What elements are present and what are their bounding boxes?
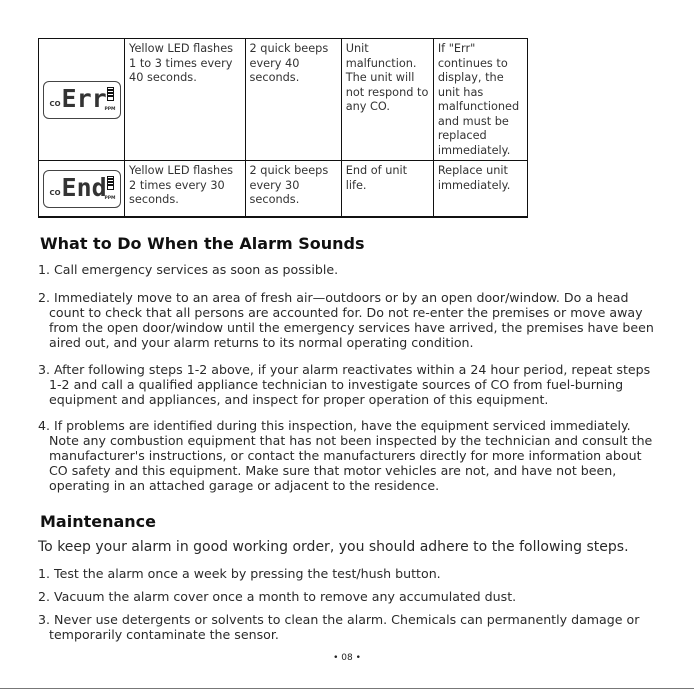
maintenance-step-3: 3. Never use detergents or solvents to clean the alarm. Chemicals can permanently damage or temporarily contaminate the sensor. (38, 612, 640, 642)
meaning-cell: End of unit life. (341, 161, 433, 218)
lcd-end-display-icon (43, 170, 121, 208)
table-row (39, 39, 528, 161)
maintenance-step-1: 1. Test the alarm once a week by pressing the test/hush button. (38, 566, 441, 581)
display-cell (39, 39, 125, 161)
battery-icon (107, 176, 114, 190)
display-cell (39, 161, 125, 218)
meaning-cell: Unit malfunction. The unit will not respond to any CO. (341, 39, 433, 161)
maintenance-intro: To keep your alarm in good working order, you should adhere to the following steps. (38, 539, 629, 555)
battery-icon (107, 87, 114, 101)
alarm-step-2: 2. Immediately move to an area of fresh air—outdoors or by an open door/window. Do a head count to check that all persons are accounted for. Do not re-enter the premises or move away from the open door/window until the emergency services have arrived, the premises have been aired out, and your alarm returns to its normal operating condition. (38, 290, 654, 350)
alarm-step-3: 3. After following steps 1-2 above, if your alarm reactivates within a 24 hour period, repeat steps 1-2 and call a qualified appliance technician to investigate sources of CO from fuel-burning equipment and appliances, and inspect for proper operation of this equipment. (38, 362, 651, 407)
led-cell: Yellow LED flashes 2 times every 30 seconds. (125, 161, 245, 218)
lcd-co-label: CO (49, 188, 61, 197)
bottom-rule (0, 688, 694, 689)
maintenance-step-2: 2. Vacuum the alarm cover once a month to remove any accumulated dust. (38, 589, 517, 604)
page-number: • 08 • (333, 653, 361, 663)
beeps-cell: 2 quick beeps every 40 seconds. (245, 39, 341, 161)
table-row (39, 161, 528, 218)
lcd-co-label: CO (49, 99, 61, 108)
lcd-err-display-icon (43, 81, 121, 119)
alarm-section-heading: What to Do When the Alarm Sounds (40, 234, 365, 253)
led-cell: Yellow LED flashes 1 to 3 times every 40 seconds. (125, 39, 245, 161)
alarm-step-4: 4. If problems are identified during this inspection, have the equipment serviced immediately. Note any combustion equipment that has not been inspected by the technician and consult the manufacturer's instructions, or contact the manufacturers directly for more information about CO safety and this equipment. Make sure that motor vehicles are not, and have not been, operating in an attached garage or adjacent to the residence. (38, 418, 653, 493)
maintenance-heading: Maintenance (40, 512, 157, 531)
action-cell: If "Err" continues to display, the unit has malfunctioned and must be replaced immediately. (433, 39, 527, 161)
lcd-code: Err (61, 83, 107, 113)
lcd-unit-label: PPM (104, 106, 116, 112)
beeps-cell: 2 quick beeps every 30 seconds. (245, 161, 341, 218)
lcd-unit-label: PPM (104, 195, 116, 201)
alarm-status-table (38, 38, 528, 218)
lcd-code: End (61, 172, 107, 202)
action-cell: Replace unit immediately. (433, 161, 527, 218)
alarm-step-1: 1. Call emergency services as soon as possible. (38, 262, 339, 277)
